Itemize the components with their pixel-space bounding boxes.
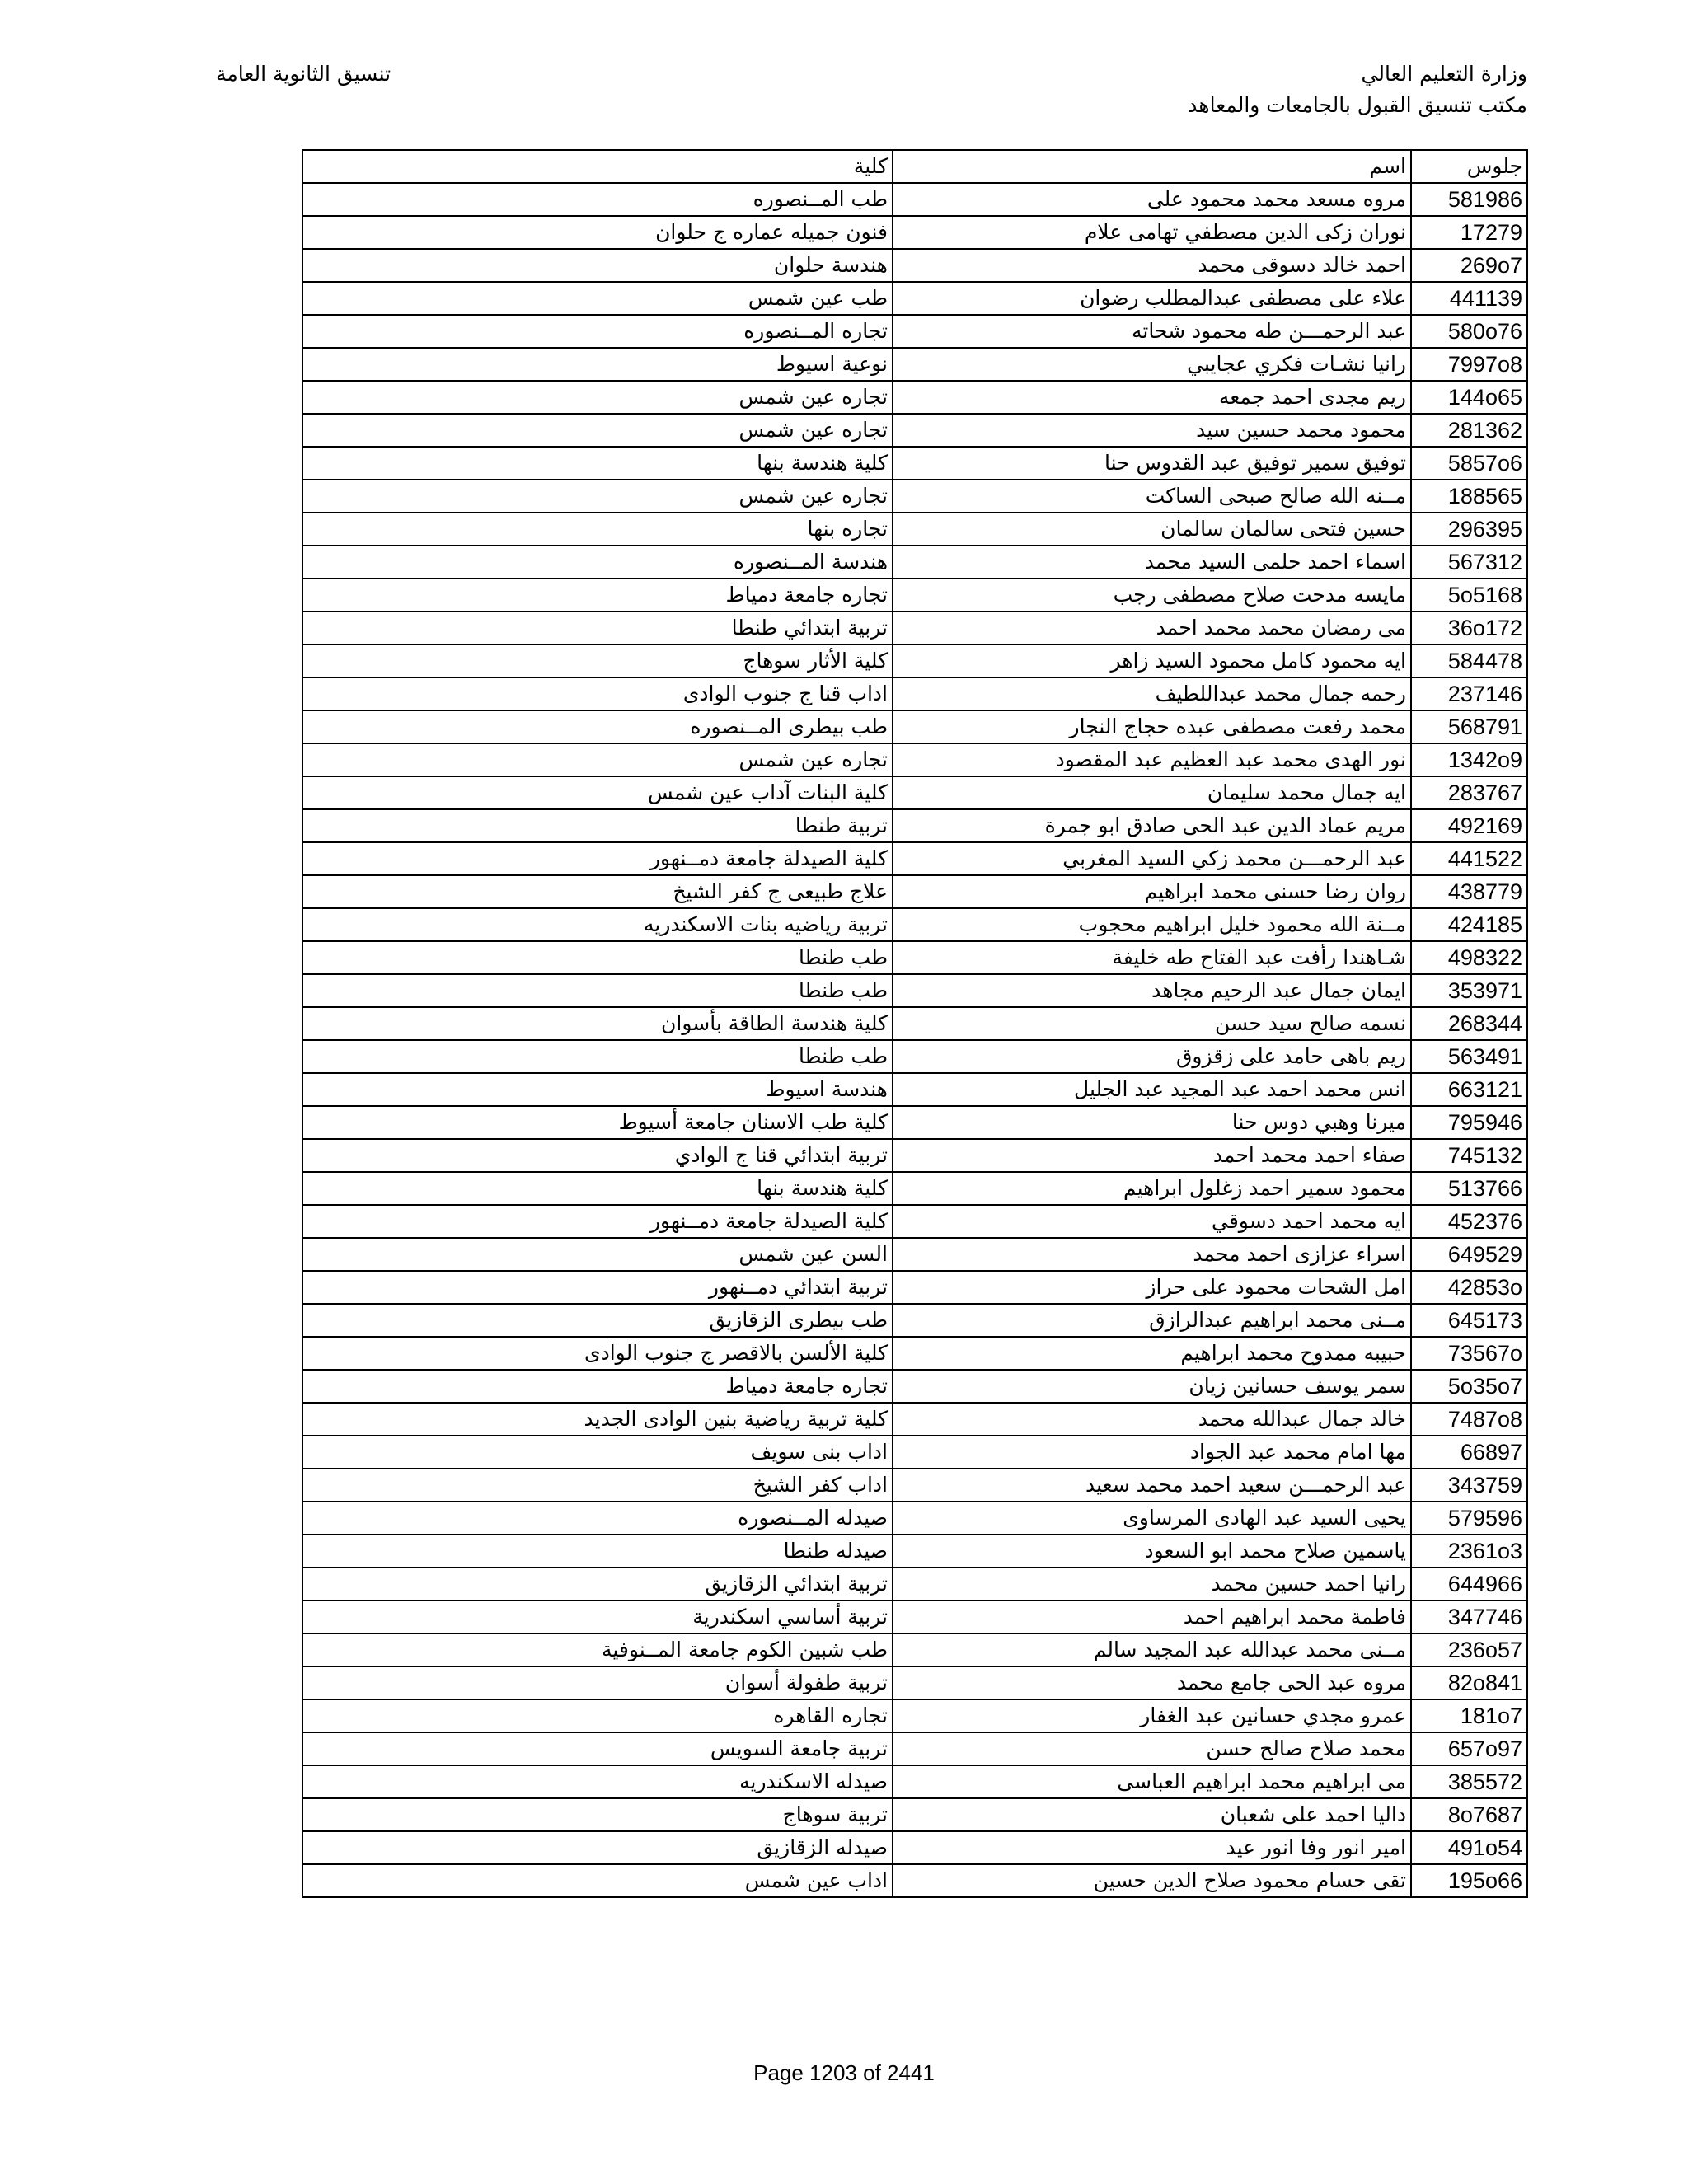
faculty-name: فنون جميله عماره ج حلوان xyxy=(302,216,893,249)
table-row xyxy=(302,1436,1527,1469)
table-row xyxy=(302,1633,1527,1666)
student-name: انس محمد احمد عبد المجيد عبد الجليل xyxy=(893,1073,1411,1106)
faculty-name: كلية الصيدلة جامعة دمــنهور xyxy=(302,1205,893,1238)
student-name: عبد الرحمـــن سعيد احمد محمد سعيد xyxy=(893,1469,1411,1502)
faculty-name: كلية هندسة بنها xyxy=(302,447,893,480)
seat-number: 188565 xyxy=(1411,480,1527,513)
seat-number: 268344 xyxy=(1411,1007,1527,1040)
student-name: مريم عماد الدين عبد الحى صادق ابو جمرة xyxy=(893,809,1411,842)
student-name: ايمان جمال عبد الرحيم مجاهد xyxy=(893,974,1411,1007)
seat-number: 73567o xyxy=(1411,1337,1527,1370)
table-row xyxy=(302,644,1527,677)
table-row xyxy=(302,348,1527,381)
table-row xyxy=(302,546,1527,579)
faculty-name: نوعية اسيوط xyxy=(302,348,893,381)
faculty-name: اداب قنا ج جنوب الوادى xyxy=(302,677,893,710)
faculty-name: تجاره جامعة دمياط xyxy=(302,1370,893,1403)
faculty-name: كلية الصيدلة جامعة دمــنهور xyxy=(302,842,893,875)
table-row xyxy=(302,282,1527,315)
table-row xyxy=(302,677,1527,710)
column-header-seat: جلوس xyxy=(1411,150,1527,183)
faculty-name: طب بيطرى الزقازيق xyxy=(302,1304,893,1337)
table-row xyxy=(302,1765,1527,1798)
table-row xyxy=(302,249,1527,282)
office-title: مكتب تنسيق القبول بالجامعات والمعاهد xyxy=(1188,93,1527,117)
seat-number: 567312 xyxy=(1411,546,1527,579)
seat-number: 581986 xyxy=(1411,183,1527,216)
faculty-name: صيدله طنطا xyxy=(302,1535,893,1568)
seat-number: 8o7687 xyxy=(1411,1798,1527,1831)
seat-number: 17279 xyxy=(1411,216,1527,249)
faculty-name: كلية تربية رياضية بنين الوادى الجديد xyxy=(302,1403,893,1436)
faculty-name: تربية طنطا xyxy=(302,809,893,842)
student-name: داليا احمد على شعبان xyxy=(893,1798,1411,1831)
table-row xyxy=(302,1337,1527,1370)
faculty-name: تربية ابتدائي قنا ج الوادي xyxy=(302,1139,893,1172)
student-name: رانيا نشـات فكري عجايبي xyxy=(893,348,1411,381)
table-row xyxy=(302,842,1527,875)
student-name: علاء على مصطفى عبدالمطلب رضوان xyxy=(893,282,1411,315)
table-row xyxy=(302,1106,1527,1139)
faculty-name: كلية طب الاسنان جامعة أسيوط xyxy=(302,1106,893,1139)
student-name: عبد الرحمـــن محمد زكي السيد المغربي xyxy=(893,842,1411,875)
student-name: مــنى محمد عبدالله عبد المجيد سالم xyxy=(893,1633,1411,1666)
table-row xyxy=(302,579,1527,612)
faculty-name: صيدله المــنصوره xyxy=(302,1502,893,1535)
seat-number: 343759 xyxy=(1411,1469,1527,1502)
faculty-name: كلية الأثار سوهاج xyxy=(302,644,893,677)
student-name: سمر يوسف حسانين زيان xyxy=(893,1370,1411,1403)
student-name: ريم مجدى احمد جمعه xyxy=(893,381,1411,414)
table-row xyxy=(302,743,1527,776)
seat-number: 236o57 xyxy=(1411,1633,1527,1666)
faculty-name: كلية هندسة بنها xyxy=(302,1172,893,1205)
student-name: حسين فتحى سالمان سالمان xyxy=(893,513,1411,546)
table-row xyxy=(302,710,1527,743)
faculty-name: تجاره عين شمس xyxy=(302,414,893,447)
student-name: رحمه جمال محمد عبداللطيف xyxy=(893,677,1411,710)
student-name: ريم باهى حامد على زقزوق xyxy=(893,1040,1411,1073)
table-row xyxy=(302,1007,1527,1040)
ministry-title: وزارة التعليم العالي xyxy=(1361,62,1527,86)
faculty-name: صيدله الاسكندريه xyxy=(302,1765,893,1798)
seat-number: 5857o6 xyxy=(1411,447,1527,480)
student-name: مــنى محمد ابراهيم عبدالرازق xyxy=(893,1304,1411,1337)
faculty-name: تربية سوهاج xyxy=(302,1798,893,1831)
seat-number: 663121 xyxy=(1411,1073,1527,1106)
column-header-faculty: كلية xyxy=(302,150,893,183)
faculty-name: طب شبين الكوم جامعة المــنوفية xyxy=(302,1633,893,1666)
seat-number: 42853o xyxy=(1411,1271,1527,1304)
faculty-name: تجاره القاهره xyxy=(302,1699,893,1732)
seat-number: 283767 xyxy=(1411,776,1527,809)
student-name: محمود محمد حسين سيد xyxy=(893,414,1411,447)
faculty-name: هندسة المــنصوره xyxy=(302,546,893,579)
student-name: مايسه مدحت صلاح مصطفى رجب xyxy=(893,579,1411,612)
student-name: مــنه الله صالح صبحى الساكت xyxy=(893,480,1411,513)
seat-number: 237146 xyxy=(1411,677,1527,710)
seat-number: 491o54 xyxy=(1411,1831,1527,1864)
column-header-name: اسم xyxy=(893,150,1411,183)
student-name: محمد صلاح صالح حسن xyxy=(893,1732,1411,1765)
faculty-name: تربية طفولة أسوان xyxy=(302,1666,893,1699)
faculty-name: هندسة حلوان xyxy=(302,249,893,282)
table-row xyxy=(302,1469,1527,1502)
student-name: امير انور وفا انور عيد xyxy=(893,1831,1411,1864)
faculty-name: تربية أساسي اسكندرية xyxy=(302,1601,893,1633)
table-row xyxy=(302,1370,1527,1403)
table-header-row xyxy=(302,150,1527,183)
table-row xyxy=(302,1403,1527,1436)
table-row xyxy=(302,1798,1527,1831)
table-row xyxy=(302,776,1527,809)
table-row xyxy=(302,1238,1527,1271)
table-row xyxy=(302,1601,1527,1633)
student-name: مروه مسعد محمد محمود على xyxy=(893,183,1411,216)
seat-number: 281362 xyxy=(1411,414,1527,447)
student-name: احمد خالد دسوقى محمد xyxy=(893,249,1411,282)
seat-number: 353971 xyxy=(1411,974,1527,1007)
table-row xyxy=(302,513,1527,546)
faculty-name: طب بيطرى المــنصوره xyxy=(302,710,893,743)
table-row xyxy=(302,1699,1527,1732)
seat-number: 513766 xyxy=(1411,1172,1527,1205)
seat-number: 452376 xyxy=(1411,1205,1527,1238)
page-number: Page 1203 of 2441 xyxy=(753,2060,935,2085)
table-row xyxy=(302,480,1527,513)
faculty-name: تجاره عين شمس xyxy=(302,480,893,513)
admissions-table xyxy=(302,149,1528,1898)
seat-number: 5o5168 xyxy=(1411,579,1527,612)
student-name: ايه محمود كامل محمود السيد زاهر xyxy=(893,644,1411,677)
seat-number: 568791 xyxy=(1411,710,1527,743)
faculty-name: كلية هندسة الطاقة بأسوان xyxy=(302,1007,893,1040)
student-name: عبد الرحمـــن طه محمود شحاته xyxy=(893,315,1411,348)
seat-number: 7487o8 xyxy=(1411,1403,1527,1436)
seat-number: 563491 xyxy=(1411,1040,1527,1073)
faculty-name: كلية الألسن بالاقصر ج جنوب الوادى xyxy=(302,1337,893,1370)
table-row xyxy=(302,612,1527,644)
seat-number: 441522 xyxy=(1411,842,1527,875)
student-name: مــنة الله محمود خليل ابراهيم محجوب xyxy=(893,908,1411,941)
faculty-name: طب طنطا xyxy=(302,1040,893,1073)
faculty-name: صيدله الزقازيق xyxy=(302,1831,893,1864)
table-row xyxy=(302,1666,1527,1699)
table-row xyxy=(302,1139,1527,1172)
seat-number: 795946 xyxy=(1411,1106,1527,1139)
seat-number: 2361o3 xyxy=(1411,1535,1527,1568)
student-name: رانيا احمد حسين محمد xyxy=(893,1568,1411,1601)
table-row xyxy=(302,809,1527,842)
seat-number: 584478 xyxy=(1411,644,1527,677)
table-row xyxy=(302,875,1527,908)
faculty-name: طب المــنصوره xyxy=(302,183,893,216)
seat-number: 181o7 xyxy=(1411,1699,1527,1732)
seat-number: 649529 xyxy=(1411,1238,1527,1271)
faculty-name: طب طنطا xyxy=(302,974,893,1007)
seat-number: 579596 xyxy=(1411,1502,1527,1535)
faculty-name: تربية جامعة السويس xyxy=(302,1732,893,1765)
student-name: محمد رفعت مصطفى عبده حجاج النجار xyxy=(893,710,1411,743)
student-name: روان رضا حسنى محمد ابراهيم xyxy=(893,875,1411,908)
table-row xyxy=(302,1502,1527,1535)
seat-number: 438779 xyxy=(1411,875,1527,908)
table-row xyxy=(302,447,1527,480)
seat-number: 657o97 xyxy=(1411,1732,1527,1765)
table-row xyxy=(302,941,1527,974)
table-row xyxy=(302,1568,1527,1601)
faculty-name: تجاره عين شمس xyxy=(302,743,893,776)
seat-number: 492169 xyxy=(1411,809,1527,842)
seat-number: 645173 xyxy=(1411,1304,1527,1337)
faculty-name: تجاره المــنصوره xyxy=(302,315,893,348)
seat-number: 441139 xyxy=(1411,282,1527,315)
student-name: امل الشحات محمود على حراز xyxy=(893,1271,1411,1304)
faculty-name: طب عين شمس xyxy=(302,282,893,315)
seat-number: 82o841 xyxy=(1411,1666,1527,1699)
student-name: مروه عبد الحى جامع محمد xyxy=(893,1666,1411,1699)
student-name: نوران زكى الدين مصطفي تهامى علام xyxy=(893,216,1411,249)
faculty-name: تربية ابتدائي الزقازيق xyxy=(302,1568,893,1601)
student-name: ميرنا وهبي دوس حنا xyxy=(893,1106,1411,1139)
faculty-name: تربية ابتدائي طنطا xyxy=(302,612,893,644)
student-name: نسمه صالح سيد حسن xyxy=(893,1007,1411,1040)
student-name: عمرو مجدي حسانين عبد الغفار xyxy=(893,1699,1411,1732)
faculty-name: تجاره عين شمس xyxy=(302,381,893,414)
student-name: فاطمة محمد ابراهيم احمد xyxy=(893,1601,1411,1633)
student-name: نور الهدى محمد عبد العظيم عبد المقصود xyxy=(893,743,1411,776)
table-row xyxy=(302,1271,1527,1304)
seat-number: 424185 xyxy=(1411,908,1527,941)
table-row xyxy=(302,414,1527,447)
seat-number: 195o66 xyxy=(1411,1864,1527,1897)
table-row xyxy=(302,1732,1527,1765)
table-row xyxy=(302,1205,1527,1238)
faculty-name: علاج طبيعى ج كفر الشيخ xyxy=(302,875,893,908)
seat-number: 385572 xyxy=(1411,1765,1527,1798)
student-name: اسماء احمد حلمى السيد محمد xyxy=(893,546,1411,579)
faculty-name: طب طنطا xyxy=(302,941,893,974)
seat-number: 498322 xyxy=(1411,941,1527,974)
student-name: صفاء احمد محمد احمد xyxy=(893,1139,1411,1172)
faculty-name: تجاره جامعة دمياط xyxy=(302,579,893,612)
student-name: اسراء عزازى احمد محمد xyxy=(893,1238,1411,1271)
seat-number: 347746 xyxy=(1411,1601,1527,1633)
seat-number: 1342o9 xyxy=(1411,743,1527,776)
seat-number: 296395 xyxy=(1411,513,1527,546)
student-name: حبيبه ممدوح محمد ابراهيم xyxy=(893,1337,1411,1370)
faculty-name: كلية البنات آداب عين شمس xyxy=(302,776,893,809)
student-name: خالد جمال عبدالله محمد xyxy=(893,1403,1411,1436)
student-name: مها امام محمد عبد الجواد xyxy=(893,1436,1411,1469)
seat-number: 745132 xyxy=(1411,1139,1527,1172)
seat-number: 269o7 xyxy=(1411,249,1527,282)
table-row xyxy=(302,1831,1527,1864)
faculty-name: اداب كفر الشيخ xyxy=(302,1469,893,1502)
student-name: يحيى السيد عبد الهادى المرساوى xyxy=(893,1502,1411,1535)
seat-number: 580o76 xyxy=(1411,315,1527,348)
table-row xyxy=(302,1864,1527,1897)
table-row xyxy=(302,1535,1527,1568)
faculty-name: هندسة اسيوط xyxy=(302,1073,893,1106)
faculty-name: اداب بنى سويف xyxy=(302,1436,893,1469)
section-title: تنسيق الثانوية العامة xyxy=(216,62,392,86)
seat-number: 644966 xyxy=(1411,1568,1527,1601)
student-name: ايه محمد احمد دسوقي xyxy=(893,1205,1411,1238)
student-name: مى ابراهيم محمد ابراهيم العباسى xyxy=(893,1765,1411,1798)
table-row xyxy=(302,1172,1527,1205)
faculty-name: تجاره بنها xyxy=(302,513,893,546)
table-row xyxy=(302,216,1527,249)
table-row xyxy=(302,974,1527,1007)
student-name: محمود سمير احمد زغلول ابراهيم xyxy=(893,1172,1411,1205)
student-name: مى رمضان محمد محمد احمد xyxy=(893,612,1411,644)
student-name: شـاهندا رأفت عبد الفتاح طه خليفة xyxy=(893,941,1411,974)
table-row xyxy=(302,1040,1527,1073)
table-row xyxy=(302,1073,1527,1106)
table-row xyxy=(302,315,1527,348)
seat-number: 7997o8 xyxy=(1411,348,1527,381)
student-name: ايه جمال محمد سليمان xyxy=(893,776,1411,809)
seat-number: 5o35o7 xyxy=(1411,1370,1527,1403)
table-row xyxy=(302,381,1527,414)
table-row xyxy=(302,908,1527,941)
table-row xyxy=(302,1304,1527,1337)
student-name: تقى حسام محمود صلاح الدين حسين xyxy=(893,1864,1411,1897)
seat-number: 36o172 xyxy=(1411,612,1527,644)
faculty-name: تربية ابتدائي دمــنهور xyxy=(302,1271,893,1304)
student-name: ياسمين صلاح محمد ابو السعود xyxy=(893,1535,1411,1568)
faculty-name: السن عين شمس xyxy=(302,1238,893,1271)
seat-number: 66897 xyxy=(1411,1436,1527,1469)
seat-number: 144o65 xyxy=(1411,381,1527,414)
faculty-name: تربية رياضيه بنات الاسكندريه xyxy=(302,908,893,941)
faculty-name: اداب عين شمس xyxy=(302,1864,893,1897)
table-row xyxy=(302,183,1527,216)
student-name: توفيق سمير توفيق عبد القدوس حنا xyxy=(893,447,1411,480)
